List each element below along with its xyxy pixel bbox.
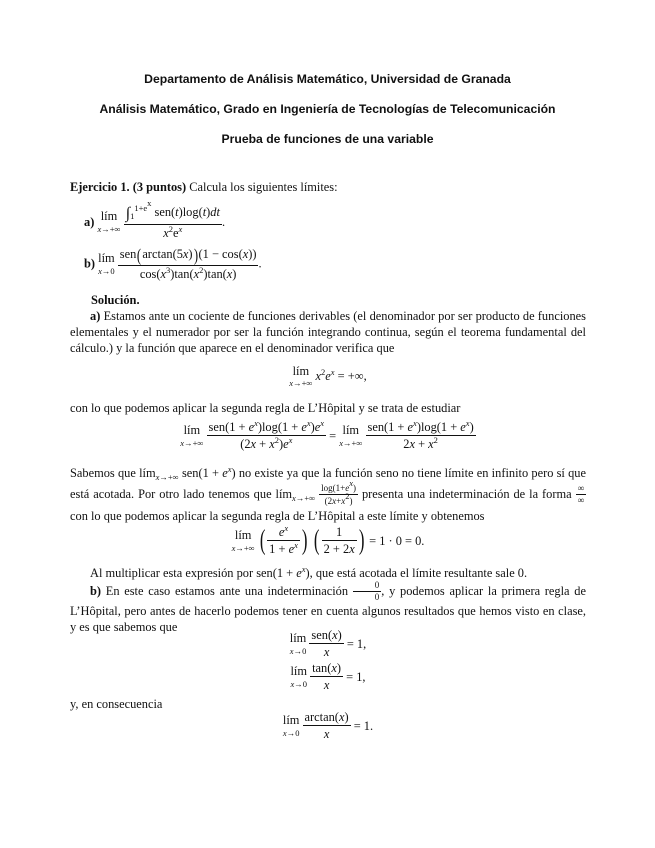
equation-denominator-limit: lím x→+∞ $x^2e^x$ = +∞, (289, 364, 367, 389)
solution-a-paragraph (70, 308, 586, 356)
exercise-points: (3 puntos) (132, 180, 187, 194)
course-heading: Análisis Matemático, Grado en Ingeniería de Tecnologías de Telecomunicación (99, 102, 556, 116)
exam-heading: Prueba de funciones de una variable (221, 132, 434, 146)
equation-lhopital: lím x→+∞ $\frac{sen(1 + e^x)\log(1 + e^x)e^x}{(2x + x^2)e^x}$ = lím x→+∞ $\frac{sen(1 + e^x)\log(1 + e^x)}{2x + x^2}$ (180, 418, 474, 452)
fraction-b: $\frac{\text{sen(arctan(5x))(1 − cos(x))}}{\cos(x^3)\tan(x^2)\tan(x)}$ (119, 245, 257, 281)
exercise-label: Ejercicio 1. (70, 180, 130, 194)
equation-arctan-limit: lím x→0 $\frac{\arctan(x)}{x}$ = 1. (282, 710, 374, 742)
solution-b-paragraph: b) En este caso estamos ante una indeterminación $\frac{0}{0}$ , y podemos aplicar la primera regla de L’Hôpital, pero antes de hacerlo podemos tener en cuenta algunos resultados que hemos visto en clase, y es que sabemos que (70, 580, 586, 634)
equation-sin-limit: lím x→0 $\frac{\text{sen(x)}}{x}$ = 1, (289, 628, 367, 660)
solution-a-paragraph3: Sabemos que lím$_{x\to+\infty}$ $sen(1 + e^x)$ no existe ya que la función seno no tiene límite en infinito pero sí que está acotada. Por otro lado tenemos que lím$_{x\to+\infty}$ $\frac{\log(1+e^x)}{(2x+x^2)}$ presenta una indeterminación de la forma $\frac{\infty}{\infty}$ con lo que podemos aplicar la segunda regla de L’Hôpital a este límite y obtenemos (70, 464, 586, 523)
item-b-label: b) (84, 256, 96, 271)
limit-operator: lím x→0 (98, 251, 115, 276)
solution-b-label: b) (90, 583, 102, 598)
solution-a-label: a) (90, 309, 101, 323)
department-heading: Departamento de Análisis Matemático, Universidad de Granada (144, 72, 511, 86)
solution-b-text3: y, en consecuencia (70, 697, 163, 711)
solution-a-conclusion: Al multiplicar esta expresión por $sen(1 + e^x)$, que está acotada el límite resultante sale 0. (90, 564, 528, 580)
equation-second-lhopital: lím x→+∞ ( $\frac{e^x}{1 + e^x}$ ) ( $\frac{1}{2 + 2x}$ ) = 1 · 0 = 0. (231, 523, 425, 557)
exercise-item-b: b) lím x→0 $\frac{\text{sen(arctan(5x))(1 − cos(x))}}{\cos(x^3)\tan(x^2)\tan(x)}$ . (84, 245, 262, 281)
limit-operator: lím x→+∞ (97, 209, 121, 234)
solution-a-text: Estamos ante un cociente de funciones derivables (el denominador por ser producto de funciones elementales y el numerador por ser la función integrando continua, según el teorema fundamental del cálculo.) y la función que aparece en el denominador verifica que (70, 309, 586, 355)
exercise-text: Calcula los siguientes límites: (189, 180, 338, 194)
equation-tan-limit: lím x→0 $\frac{\tan(x)}{x}$ = 1, (290, 661, 366, 693)
fraction-a: $\frac{\int_1^{1+e^x} sen(t)\log(t)dt}{x^2e^x}$ (125, 198, 220, 241)
solution-a-text2: con lo que podemos aplicar la segunda regla de L’Hôpital y se trata de estudiar (70, 401, 461, 415)
exercise-statement (70, 179, 590, 195)
item-a-label: a) (84, 214, 95, 229)
exercise-item-a: a) lím x→+∞ $\frac{\int_1^{1+e^x} sen(t)\log(t)dt}{x^2e^x}$ . (84, 198, 226, 241)
solution-title: Solución. (91, 293, 140, 307)
